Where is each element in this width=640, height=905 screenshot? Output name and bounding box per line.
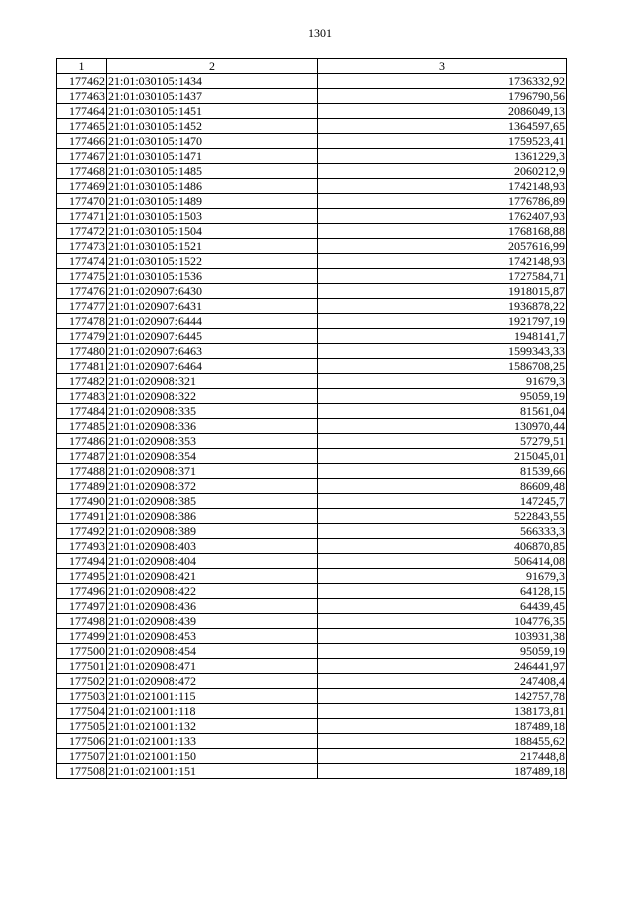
cadastral-value-cell: 64128,15 bbox=[318, 584, 567, 599]
cadastral-number-cell: 21:01:030105:1504 bbox=[107, 224, 318, 239]
cadastral-value-cell: 188455,62 bbox=[318, 734, 567, 749]
cadastral-number-cell: 21:01:020907:6431 bbox=[107, 299, 318, 314]
row-number-cell: 177478 bbox=[57, 314, 107, 329]
row-number-cell: 177503 bbox=[57, 689, 107, 704]
table-row bbox=[57, 434, 567, 449]
table-row bbox=[57, 524, 567, 539]
cadastral-number-cell: 21:01:030105:1452 bbox=[107, 119, 318, 134]
cadastral-number-cell: 21:01:020907:6444 bbox=[107, 314, 318, 329]
row-number-cell: 177487 bbox=[57, 449, 107, 464]
table-row bbox=[57, 584, 567, 599]
cadastral-value-cell: 506414,08 bbox=[318, 554, 567, 569]
cadastral-value-cell: 1936878,22 bbox=[318, 299, 567, 314]
row-number-cell: 177504 bbox=[57, 704, 107, 719]
row-number-cell: 177501 bbox=[57, 659, 107, 674]
cadastral-value-cell: 1586708,25 bbox=[318, 359, 567, 374]
cadastral-number-cell: 21:01:020908:354 bbox=[107, 449, 318, 464]
table-row bbox=[57, 644, 567, 659]
cadastral-value-cell: 138173,81 bbox=[318, 704, 567, 719]
table-row bbox=[57, 104, 567, 119]
cadastral-number-cell: 21:01:020908:471 bbox=[107, 659, 318, 674]
row-number-cell: 177463 bbox=[57, 89, 107, 104]
cadastral-number-cell: 21:01:020908:335 bbox=[107, 404, 318, 419]
row-number-cell: 177505 bbox=[57, 719, 107, 734]
table-row bbox=[57, 359, 567, 374]
table-row bbox=[57, 554, 567, 569]
column-header-1: 1 bbox=[57, 59, 107, 74]
table-row bbox=[57, 149, 567, 164]
row-number-cell: 177470 bbox=[57, 194, 107, 209]
cadastral-number-cell: 21:01:021001:118 bbox=[107, 704, 318, 719]
cadastral-value-cell: 1796790,56 bbox=[318, 89, 567, 104]
cadastral-value-cell: 246441,97 bbox=[318, 659, 567, 674]
cadastral-number-cell: 21:01:020908:403 bbox=[107, 539, 318, 554]
cadastral-number-cell: 21:01:020908:389 bbox=[107, 524, 318, 539]
cadastral-number-cell: 21:01:020908:371 bbox=[107, 464, 318, 479]
row-number-cell: 177500 bbox=[57, 644, 107, 659]
row-number-cell: 177475 bbox=[57, 269, 107, 284]
cadastral-value-cell: 91679,3 bbox=[318, 569, 567, 584]
table-row bbox=[57, 389, 567, 404]
cadastral-value-cell: 1742148,93 bbox=[318, 179, 567, 194]
cadastral-value-cell: 1736332,92 bbox=[318, 74, 567, 89]
table-row bbox=[57, 119, 567, 134]
cadastral-value-cell: 147245,7 bbox=[318, 494, 567, 509]
cadastral-value-cell: 95059,19 bbox=[318, 644, 567, 659]
table-row bbox=[57, 314, 567, 329]
cadastral-number-cell: 21:01:020908:372 bbox=[107, 479, 318, 494]
row-number-cell: 177508 bbox=[57, 764, 107, 779]
cadastral-number-cell: 21:01:030105:1434 bbox=[107, 74, 318, 89]
cadastral-number-cell: 21:01:021001:150 bbox=[107, 749, 318, 764]
row-number-cell: 177480 bbox=[57, 344, 107, 359]
table-row bbox=[57, 569, 567, 584]
row-number-cell: 177488 bbox=[57, 464, 107, 479]
cadastral-number-cell: 21:01:021001:133 bbox=[107, 734, 318, 749]
table-row bbox=[57, 254, 567, 269]
cadastral-number-cell: 21:01:030105:1489 bbox=[107, 194, 318, 209]
row-number-cell: 177472 bbox=[57, 224, 107, 239]
cadastral-number-cell: 21:01:020908:353 bbox=[107, 434, 318, 449]
table-row bbox=[57, 134, 567, 149]
table-row bbox=[57, 614, 567, 629]
table-row bbox=[57, 689, 567, 704]
cadastral-number-cell: 21:01:020908:386 bbox=[107, 509, 318, 524]
cadastral-number-cell: 21:01:020908:322 bbox=[107, 389, 318, 404]
table-row bbox=[57, 269, 567, 284]
cadastral-value-cell: 104776,35 bbox=[318, 614, 567, 629]
table-row bbox=[57, 494, 567, 509]
row-number-cell: 177471 bbox=[57, 209, 107, 224]
row-number-cell: 177483 bbox=[57, 389, 107, 404]
row-number-cell: 177473 bbox=[57, 239, 107, 254]
cadastral-value-cell: 142757,78 bbox=[318, 689, 567, 704]
table-row bbox=[57, 659, 567, 674]
column-header-2: 2 bbox=[107, 59, 318, 74]
cadastral-number-cell: 21:01:020907:6464 bbox=[107, 359, 318, 374]
page-number: 1301 bbox=[308, 26, 332, 40]
table-header-row bbox=[57, 59, 567, 74]
cadastral-number-cell: 21:01:030105:1485 bbox=[107, 164, 318, 179]
cadastral-number-cell: 21:01:020908:453 bbox=[107, 629, 318, 644]
cadastral-value-cell: 1762407,93 bbox=[318, 209, 567, 224]
cadastral-value-cell: 86609,48 bbox=[318, 479, 567, 494]
row-number-cell: 177464 bbox=[57, 104, 107, 119]
cadastral-number-cell: 21:01:020908:321 bbox=[107, 374, 318, 389]
table-row bbox=[57, 374, 567, 389]
cadastral-value-cell: 1742148,93 bbox=[318, 254, 567, 269]
cadastral-value-cell: 1759523,41 bbox=[318, 134, 567, 149]
row-number-cell: 177467 bbox=[57, 149, 107, 164]
table-row bbox=[57, 89, 567, 104]
table-row bbox=[57, 719, 567, 734]
table-row bbox=[57, 509, 567, 524]
cadastral-value-cell: 1776786,89 bbox=[318, 194, 567, 209]
row-number-cell: 177476 bbox=[57, 284, 107, 299]
row-number-cell: 177465 bbox=[57, 119, 107, 134]
cadastral-value-table bbox=[56, 58, 567, 779]
cadastral-value-cell: 217448,8 bbox=[318, 749, 567, 764]
row-number-cell: 177468 bbox=[57, 164, 107, 179]
cadastral-number-cell: 21:01:021001:115 bbox=[107, 689, 318, 704]
row-number-cell: 177481 bbox=[57, 359, 107, 374]
cadastral-number-cell: 21:01:021001:151 bbox=[107, 764, 318, 779]
cadastral-value-cell: 187489,18 bbox=[318, 719, 567, 734]
table-row bbox=[57, 629, 567, 644]
row-number-cell: 177462 bbox=[57, 74, 107, 89]
table-row bbox=[57, 299, 567, 314]
table-row bbox=[57, 194, 567, 209]
cadastral-number-cell: 21:01:030105:1437 bbox=[107, 89, 318, 104]
row-number-cell: 177477 bbox=[57, 299, 107, 314]
row-number-cell: 177507 bbox=[57, 749, 107, 764]
row-number-cell: 177492 bbox=[57, 524, 107, 539]
table-row bbox=[57, 479, 567, 494]
table-row bbox=[57, 239, 567, 254]
table-row bbox=[57, 539, 567, 554]
row-number-cell: 177489 bbox=[57, 479, 107, 494]
cadastral-number-cell: 21:01:030105:1470 bbox=[107, 134, 318, 149]
cadastral-value-cell: 1599343,33 bbox=[318, 344, 567, 359]
cadastral-value-cell: 522843,55 bbox=[318, 509, 567, 524]
cadastral-value-cell: 81539,66 bbox=[318, 464, 567, 479]
row-number-cell: 177496 bbox=[57, 584, 107, 599]
cadastral-number-cell: 21:01:020908:421 bbox=[107, 569, 318, 584]
cadastral-value-cell: 2057616,99 bbox=[318, 239, 567, 254]
cadastral-value-cell: 1364597,65 bbox=[318, 119, 567, 134]
cadastral-number-cell: 21:01:020908:385 bbox=[107, 494, 318, 509]
cadastral-value-cell: 2060212,9 bbox=[318, 164, 567, 179]
cadastral-number-cell: 21:01:020908:422 bbox=[107, 584, 318, 599]
cadastral-number-cell: 21:01:020908:454 bbox=[107, 644, 318, 659]
cadastral-number-cell: 21:01:030105:1451 bbox=[107, 104, 318, 119]
cadastral-number-cell: 21:01:020908:404 bbox=[107, 554, 318, 569]
row-number-cell: 177502 bbox=[57, 674, 107, 689]
cadastral-value-cell: 130970,44 bbox=[318, 419, 567, 434]
cadastral-number-cell: 21:01:020908:336 bbox=[107, 419, 318, 434]
row-number-cell: 177484 bbox=[57, 404, 107, 419]
table-body bbox=[57, 74, 567, 779]
table-row bbox=[57, 674, 567, 689]
table-row bbox=[57, 224, 567, 239]
cadastral-value-cell: 95059,19 bbox=[318, 389, 567, 404]
table-row bbox=[57, 734, 567, 749]
table-row bbox=[57, 464, 567, 479]
cadastral-value-cell: 2086049,13 bbox=[318, 104, 567, 119]
cadastral-number-cell: 21:01:020908:436 bbox=[107, 599, 318, 614]
cadastral-number-cell: 21:01:030105:1536 bbox=[107, 269, 318, 284]
cadastral-number-cell: 21:01:020907:6430 bbox=[107, 284, 318, 299]
table-row bbox=[57, 449, 567, 464]
cadastral-number-cell: 21:01:030105:1486 bbox=[107, 179, 318, 194]
row-number-cell: 177482 bbox=[57, 374, 107, 389]
cadastral-number-cell: 21:01:030105:1522 bbox=[107, 254, 318, 269]
row-number-cell: 177499 bbox=[57, 629, 107, 644]
table-row bbox=[57, 419, 567, 434]
row-number-cell: 177506 bbox=[57, 734, 107, 749]
row-number-cell: 177497 bbox=[57, 599, 107, 614]
cadastral-value-cell: 64439,45 bbox=[318, 599, 567, 614]
cadastral-value-cell: 1921797,19 bbox=[318, 314, 567, 329]
cadastral-value-cell: 1918015,87 bbox=[318, 284, 567, 299]
cadastral-value-cell: 1727584,71 bbox=[318, 269, 567, 284]
row-number-cell: 177494 bbox=[57, 554, 107, 569]
cadastral-number-cell: 21:01:030105:1471 bbox=[107, 149, 318, 164]
row-number-cell: 177469 bbox=[57, 179, 107, 194]
table-row bbox=[57, 284, 567, 299]
cadastral-value-cell: 1948141,7 bbox=[318, 329, 567, 344]
table-row bbox=[57, 404, 567, 419]
cadastral-value-cell: 247408,4 bbox=[318, 674, 567, 689]
cadastral-value-cell: 1768168,88 bbox=[318, 224, 567, 239]
row-number-cell: 177474 bbox=[57, 254, 107, 269]
cadastral-value-cell: 406870,85 bbox=[318, 539, 567, 554]
table-row bbox=[57, 164, 567, 179]
cadastral-value-cell: 91679,3 bbox=[318, 374, 567, 389]
row-number-cell: 177466 bbox=[57, 134, 107, 149]
row-number-cell: 177479 bbox=[57, 329, 107, 344]
cadastral-value-cell: 81561,04 bbox=[318, 404, 567, 419]
table-row bbox=[57, 209, 567, 224]
column-header-3: 3 bbox=[318, 59, 567, 74]
table-row bbox=[57, 344, 567, 359]
table-row bbox=[57, 764, 567, 779]
table-row bbox=[57, 749, 567, 764]
cadastral-number-cell: 21:01:020907:6463 bbox=[107, 344, 318, 359]
row-number-cell: 177495 bbox=[57, 569, 107, 584]
cadastral-number-cell: 21:01:020907:6445 bbox=[107, 329, 318, 344]
cadastral-number-cell: 21:01:020908:472 bbox=[107, 674, 318, 689]
row-number-cell: 177490 bbox=[57, 494, 107, 509]
cadastral-value-cell: 1361229,3 bbox=[318, 149, 567, 164]
row-number-cell: 177491 bbox=[57, 509, 107, 524]
cadastral-value-cell: 57279,51 bbox=[318, 434, 567, 449]
cadastral-number-cell: 21:01:030105:1521 bbox=[107, 239, 318, 254]
cadastral-value-cell: 187489,18 bbox=[318, 764, 567, 779]
row-number-cell: 177485 bbox=[57, 419, 107, 434]
table-row bbox=[57, 599, 567, 614]
table-row bbox=[57, 704, 567, 719]
cadastral-number-cell: 21:01:020908:439 bbox=[107, 614, 318, 629]
cadastral-value-cell: 566333,3 bbox=[318, 524, 567, 539]
cadastral-value-cell: 103931,38 bbox=[318, 629, 567, 644]
table-row bbox=[57, 179, 567, 194]
row-number-cell: 177493 bbox=[57, 539, 107, 554]
table-row bbox=[57, 74, 567, 89]
cadastral-number-cell: 21:01:030105:1503 bbox=[107, 209, 318, 224]
table-row bbox=[57, 329, 567, 344]
row-number-cell: 177486 bbox=[57, 434, 107, 449]
cadastral-value-cell: 215045,01 bbox=[318, 449, 567, 464]
row-number-cell: 177498 bbox=[57, 614, 107, 629]
cadastral-number-cell: 21:01:021001:132 bbox=[107, 719, 318, 734]
